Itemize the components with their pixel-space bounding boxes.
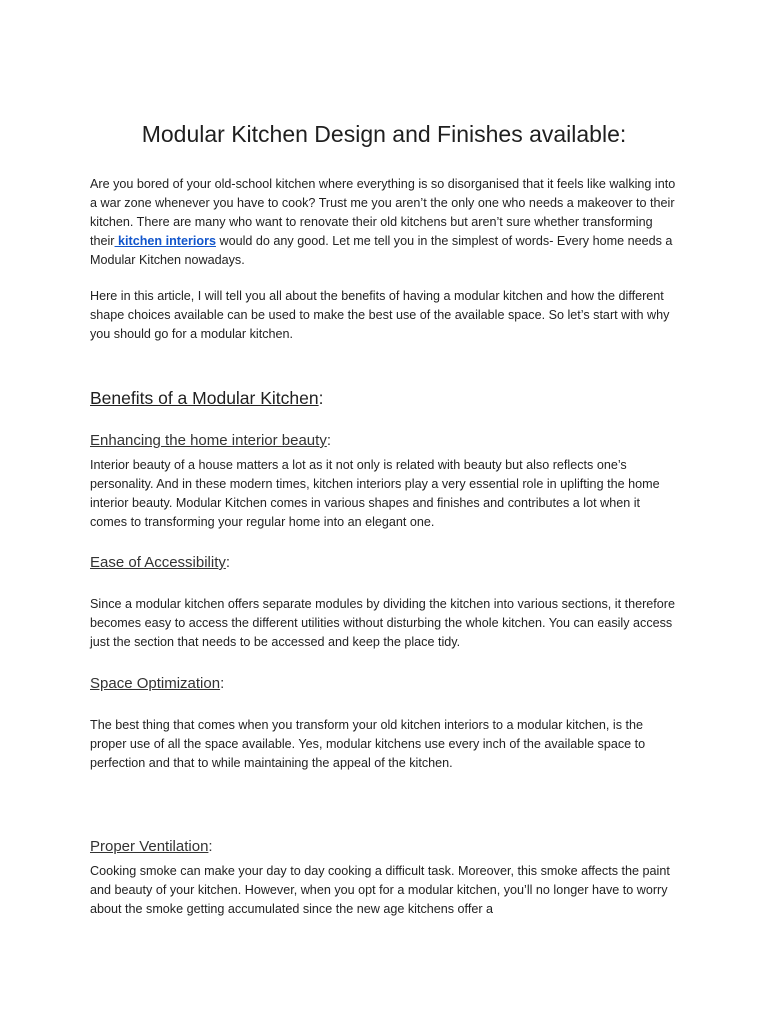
- benefits-heading-colon: :: [318, 388, 324, 408]
- benefits-heading: [90, 386, 323, 410]
- section-body-interior-beauty: Interior beauty of a house matters a lot as it not only is related with beauty but also reflects one’s personality. And in these modern times, kitchen interiors play a very essential role in uplifting the home interior beauty. Modular Kitchen comes in various shapes and finishes and contributes a lot when it comes to transforming your regular home into an elegant one.: [90, 458, 660, 529]
- section-heading-text: Enhancing the home interior beauty: [90, 432, 327, 449]
- section-heading-space-optimization: [90, 674, 224, 694]
- intro-text-after-link: would do any good. Let me tell you in the simplest of words- Every home needs a Modular Kitchen nowadays.: [90, 234, 673, 267]
- section-heading-text: Proper Ventilation: [90, 838, 209, 855]
- document-title: Modular Kitchen Design and Finishes available:: [141, 121, 627, 147]
- intro-text-before-link: Are you bored of your old-school kitchen where everything is so disorganised that it feels like walking into a war zone whenever you have to cook? Trust me you aren’t the only one who needs a makeover to their kitchen. There are many who want to renovate their old kitchens but aren’t sure whether transforming their: [90, 177, 676, 248]
- section-heading-colon: :: [225, 554, 231, 571]
- section-heading-text: Space Optimization: [90, 675, 221, 692]
- section-heading-interior-beauty: [90, 431, 331, 451]
- section-heading-ventilation: [90, 837, 213, 857]
- section-heading-colon: :: [220, 675, 225, 692]
- kitchen-interiors-link[interactable]: kitchen interiors: [114, 234, 216, 248]
- section-body-space-optimization: The best thing that comes when you transform your old kitchen interiors to a modular kitchen, is the proper use of all the space available. Yes, modular kitchens use every inch of the available space to perfection and that to while maintaining the appeal of the kitchen.: [90, 718, 646, 770]
- section-body-ventilation: Cooking smoke can make your day to day cooking a difficult task. Moreover, this smoke affects the paint and beauty of your kitchen. However, when you opt for a modular kitchen, you’ll no longer have to worry about the smoke getting accumulated since the new age kitchens offer a: [90, 864, 670, 916]
- intro-paragraph: [90, 175, 680, 270]
- benefits-heading-text: Benefits of a Modular Kitchen: [90, 388, 319, 408]
- section-heading-accessibility: [90, 553, 230, 573]
- section-heading-text: Ease of Accessibility: [90, 554, 226, 571]
- section-body-accessibility: Since a modular kitchen offers separate modules by dividing the kitchen into various sections, it therefore becomes easy to access the different utilities without disturbing the whole kitchen. You can easily access just the section that needs to be accessed and keep the place tidy.: [90, 597, 675, 649]
- article-overview-paragraph: Here in this article, I will tell you all about the benefits of having a modular kitchen and how the different shape choices available can be used to make the best use of the available space. So let’s start with why you should go for a modular kitchen.: [90, 289, 670, 341]
- section-heading-colon: :: [326, 432, 331, 449]
- section-heading-colon: :: [208, 838, 213, 855]
